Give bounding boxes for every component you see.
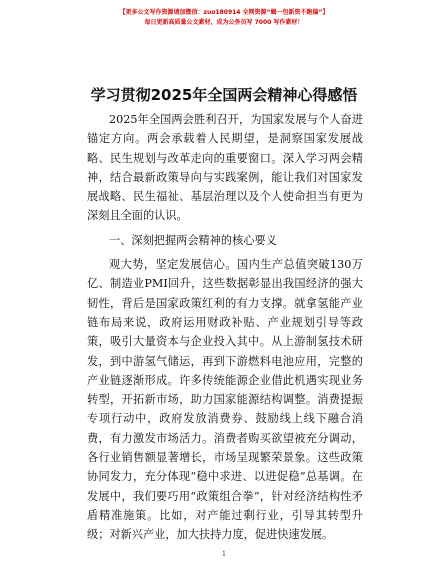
- document-title: 学习贯彻2025年全国两会精神心得感悟: [90, 86, 358, 104]
- body-paragraph: 观大势，坚定发展信心。国内生产总值突破130万亿、制造业PMI回升，这些数据彰显出我国经济的强大韧性，背后是国家政策红利的有力支撑。就拿氢能产业链布局来说，政府运用财政补贴、产业规划引导等政策，吸引大量资本与企业投入其中。从上游制氢技术研发，到中游氢气储运，再到下游燃料电池应用，完整的产业链逐渐形成。许多传统能源企业借此机遇实现业务转型，开拓新市场，助力国家能源结构调整。消费提振专项行动中，政府发放消费券、鼓励线上线下融合消费，有力激发市场活力。消费者购买欲望被充分调动，各行业销售额显著增长，市场呈现繁荣景象。这些政策协同发力，充分体现“稳中求进、以进促稳”总基调。在发展中，我们要巧用“政策组合拳”，针对经济结构性矛盾精准施策。比如，对产能过剩行业，引导其转型升级；对新兴产业，加大扶持力度，促进快速发展。: [87, 258, 363, 542]
- promo-banner-line-1: 【更多公文写作资源请加微信：zuo180914 全网资源“蝎一包新资不跑偏”】: [119, 9, 329, 16]
- promo-banner-line-2: 每日更新高质量公文素材，成为公务员写 7000 写作素材！: [144, 19, 304, 26]
- page-number: 1: [221, 550, 227, 558]
- section-heading: 一、深刻把握两会精神的核心要义: [109, 233, 277, 247]
- intro-paragraph: 2025年全国两会胜利召开，为国家发展与个人奋进锚定方向。两会承载着人民期望，是洞察国家发展战略、民生规划与改革走向的重要窗口。深入学习两会精神，结合最新政策导向与实践案例，能让我们对国家发展战略、民生福祉、基层治理以及个人使命担当有更为深刻且全面的认识。: [87, 113, 363, 223]
- document-body: [87, 110, 363, 545]
